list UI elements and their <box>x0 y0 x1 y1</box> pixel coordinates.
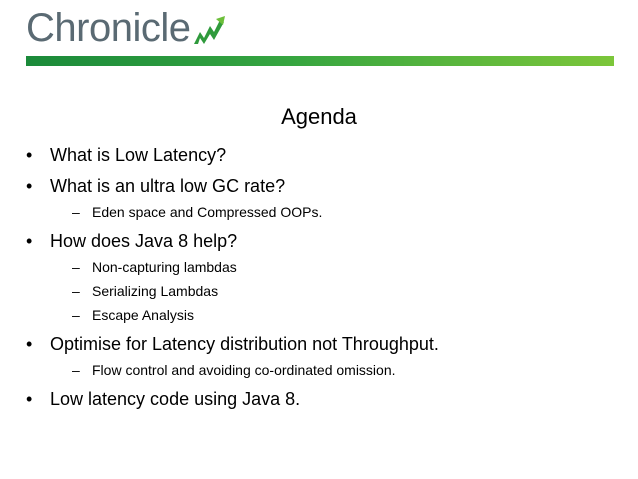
sub-item <box>72 203 626 221</box>
agenda-item <box>26 333 626 379</box>
bullet-icon: • <box>26 176 33 196</box>
agenda-item <box>26 144 626 166</box>
bullet-icon: • <box>26 334 33 354</box>
slide-title <box>0 106 638 128</box>
dash-icon: – <box>72 307 80 323</box>
agenda-item <box>26 388 626 410</box>
sub-item-text: Flow control and avoiding co-ordinated omission. <box>92 362 396 378</box>
agenda-item <box>26 175 626 221</box>
bullet-icon: • <box>26 389 33 409</box>
sub-item <box>72 282 626 300</box>
sub-list <box>50 203 626 221</box>
sub-item <box>72 361 626 379</box>
agenda-item-text: Low latency code using Java 8. <box>50 389 301 409</box>
sub-item <box>72 306 626 324</box>
agenda-item-text: What is Low Latency? <box>50 145 227 165</box>
slide-title-text: Agenda <box>281 104 357 129</box>
agenda-item-text: How does Java 8 help? <box>50 231 238 251</box>
sub-item <box>72 258 626 276</box>
sub-list <box>50 258 626 324</box>
header-bar <box>26 56 614 66</box>
sub-item-text: Non-capturing lambdas <box>92 259 237 275</box>
bullet-icon: • <box>26 145 33 165</box>
bullet-icon: • <box>26 231 33 251</box>
sub-item-text: Serializing Lambdas <box>92 283 219 299</box>
dash-icon: – <box>72 283 80 299</box>
dash-icon: – <box>72 362 80 378</box>
chronicle-logo <box>26 8 226 48</box>
dash-icon: – <box>72 204 80 220</box>
agenda-item-text: Optimise for Latency distribution not Throughput. <box>50 334 439 354</box>
logo-chart-icon <box>192 16 226 46</box>
sub-item-text: Eden space and Compressed OOPs. <box>92 204 323 220</box>
agenda-item <box>26 230 626 324</box>
logo-text: Chronicle <box>26 6 191 50</box>
agenda-item-text: What is an ultra low GC rate? <box>50 176 286 196</box>
sub-list <box>50 361 626 379</box>
sub-item-text: Escape Analysis <box>92 307 194 323</box>
dash-icon: – <box>72 259 80 275</box>
agenda-list <box>26 144 626 419</box>
